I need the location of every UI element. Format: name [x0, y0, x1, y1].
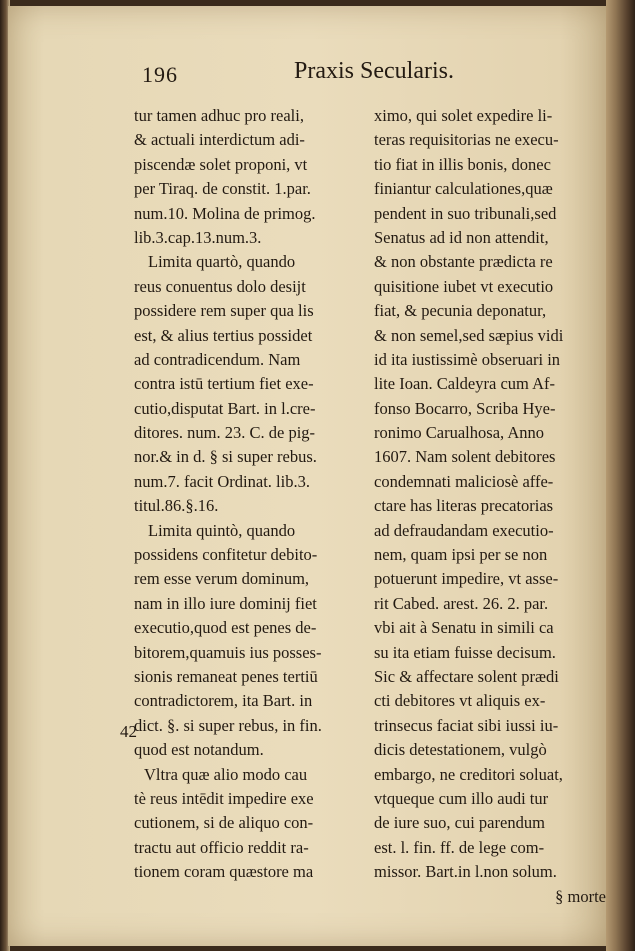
- text-line: Limita quintò, quando: [148, 520, 296, 540]
- left-column: [134, 104, 366, 885]
- text-line: & actuali interdictum adi-: [134, 130, 305, 150]
- text-line: teras requisitorias ne execu-: [374, 130, 559, 150]
- text-line: num.7. facit Ordinat. lib.3.: [134, 471, 310, 491]
- text-line: vbi ait à Senatu in simili ca: [374, 618, 554, 638]
- text-line: titul.86.§.16.: [134, 496, 219, 516]
- text-line: Sic & affectare solent prædi: [374, 666, 559, 686]
- text-line: 1607. Nam solent debitores: [374, 447, 556, 467]
- text-line: & non obstante prædicta re: [374, 252, 553, 272]
- text-line: Limita quartò, quando: [148, 252, 296, 272]
- text-line: trinsecus faciat sibi iussi iu-: [374, 715, 559, 735]
- text-line: ditores. num. 23. C. de pig-: [134, 423, 316, 443]
- text-line: lite Ioan. Caldeyra cum Af-: [374, 374, 555, 394]
- page-header: [142, 58, 462, 94]
- text-line: tionem coram quæstore ma: [134, 862, 314, 882]
- text-line: possidens confitetur debito-: [134, 545, 318, 565]
- page-number: 196: [142, 62, 178, 87]
- text-line: contra istū tertium fiet exe-: [134, 374, 314, 394]
- text-line: fonso Bocarro, Scriba Hye-: [374, 398, 556, 418]
- text-line: vtqueque cum illo audi tur: [374, 788, 549, 808]
- text-line: cti debitores vt aliquis ex-: [374, 691, 546, 711]
- text-line: rit Cabed. arest. 26. 2. par.: [374, 593, 549, 613]
- text-line: lib.3.cap.13.num.3.: [134, 227, 262, 247]
- text-line: tè reus intēdit impedire exe: [134, 788, 314, 808]
- text-line: reus conuentus dolo desijt: [134, 276, 306, 296]
- text-line: executio,quod est penes de-: [134, 618, 317, 638]
- text-line: ad defraudandam executio-: [374, 520, 554, 540]
- text-line: condemnati maliciosè affe-: [374, 471, 554, 491]
- text-line: missor. Bart.in l.non solum.: [374, 862, 557, 882]
- text-line: nam in illo iure dominij fiet: [134, 593, 317, 613]
- paragraph-number: 42: [120, 722, 137, 741]
- text-line: est. l. fin. ff. de lege com-: [374, 837, 545, 857]
- text-line: contradictorem, ita Bart. in: [134, 691, 313, 711]
- text-line: Vltra quæ alio modo cau: [144, 764, 308, 784]
- text-line: est, & alius tertius possidet: [134, 325, 313, 345]
- text-line: fiat, & pecunia deponatur,: [374, 301, 547, 321]
- text-line: nor.& in d. § si super rebus.: [134, 447, 317, 467]
- text-line: sionis remaneat penes tertiū: [134, 666, 318, 686]
- text-line: ronimo Carualhosa, Anno: [374, 423, 545, 443]
- text-line: ctare has literas precatorias: [374, 496, 554, 516]
- text-line: ad contradicendum. Nam: [134, 349, 301, 369]
- text-line: & non semel,sed sæpius vidi: [374, 325, 564, 345]
- running-title: Praxis Secularis.: [294, 58, 454, 84]
- text-line: potuerunt impedire, vt asse-: [374, 569, 559, 589]
- text-line: bitorem,quamuis ius posses-: [134, 642, 322, 662]
- right-column: [374, 104, 612, 909]
- text-line: su ita etiam fuisse decisum.: [374, 642, 556, 662]
- text-line: num.10. Molina de primog.: [134, 203, 316, 223]
- text-line: de iure suo, cui parendum: [374, 813, 545, 833]
- text-line: per Tiraq. de constit. 1.par.: [134, 179, 311, 199]
- text-line: tractu aut officio reddit ra-: [134, 837, 309, 857]
- text-line: Senatus ad id non attendit,: [374, 227, 549, 247]
- text-line: embargo, ne creditori soluat,: [374, 764, 563, 784]
- text-line: dict. §. si super rebus, in fin.: [134, 715, 322, 735]
- text-line: dicis detestationem, vulgò: [374, 740, 547, 760]
- text-line: cutio,disputat Bart. in l.cre-: [134, 398, 316, 418]
- text-line: finiantur calculationes,quæ: [374, 179, 553, 199]
- text-line: quisitione iubet vt executio: [374, 276, 554, 296]
- text-line: cutionem, si de aliquo con-: [134, 813, 314, 833]
- text-line: rem esse verum dominum,: [134, 569, 310, 589]
- text-line: ximo, qui solet expedire li-: [374, 106, 553, 125]
- text-line: nem, quam ipsi per se non: [374, 545, 548, 565]
- text-line: piscendæ solet proponi, vt: [134, 154, 308, 174]
- text-line: tio fiat in illis bonis, donec: [374, 154, 551, 174]
- text-line: possidere rem super qua lis: [134, 301, 314, 321]
- text-line: quod est notandum.: [134, 740, 264, 760]
- text-line: id ita iustissimè obseruari in: [374, 349, 561, 369]
- text-line: pendent in suo tribunali,sed: [374, 203, 557, 223]
- text-line: tur tamen adhuc pro reali,: [134, 106, 304, 125]
- text-line: § morte: [555, 886, 606, 906]
